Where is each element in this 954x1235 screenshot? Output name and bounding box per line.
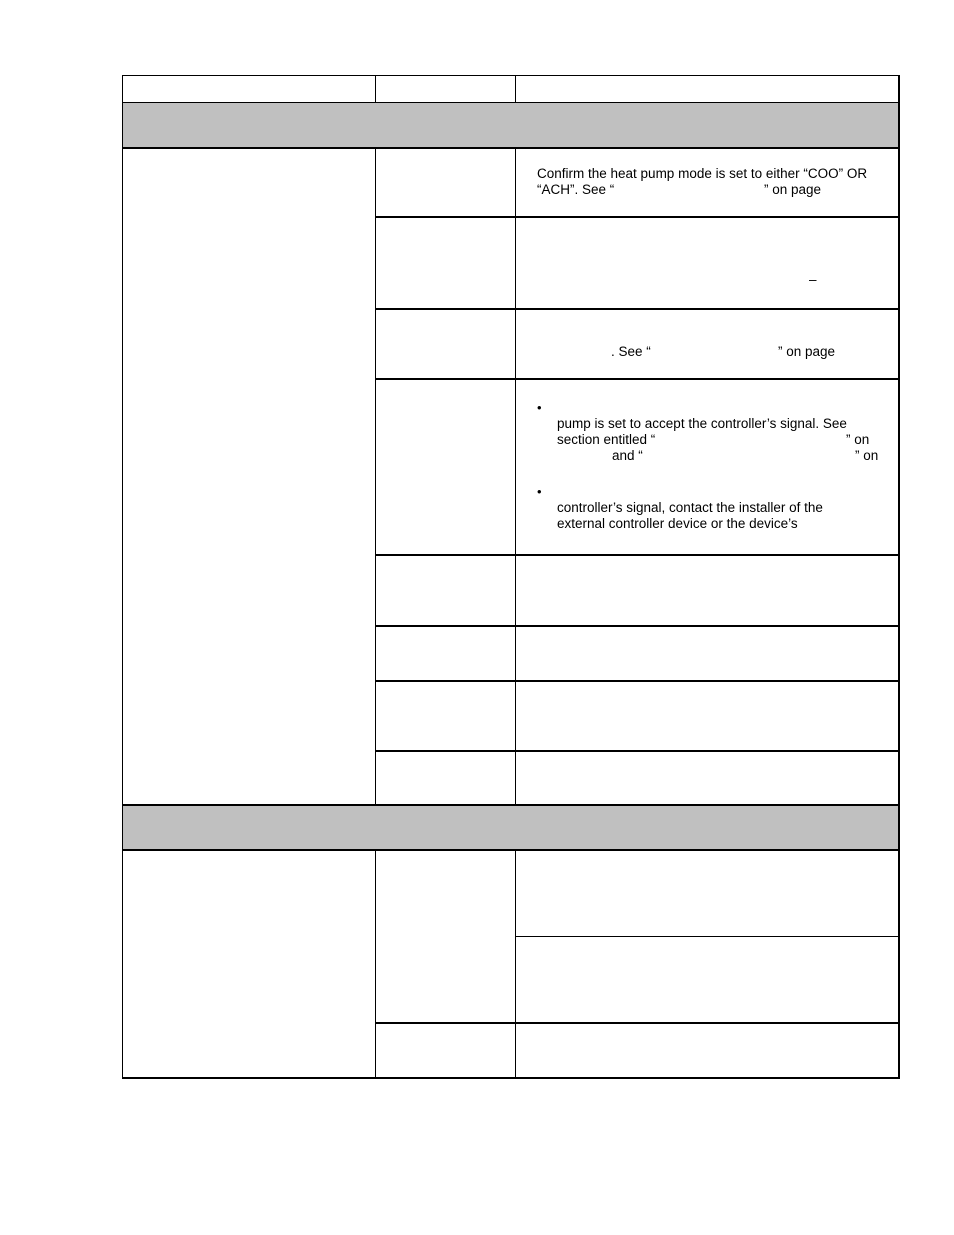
row-4-line-3-start: section entitled “	[557, 432, 656, 447]
row-4-line-2: pump is set to accept the controller’s signal. See	[557, 416, 847, 431]
col-divider-1-section-1	[375, 148, 376, 805]
row-divider-s1-7	[375, 750, 900, 752]
section-header-band-2	[123, 806, 899, 849]
col-divider-2-header	[515, 75, 516, 103]
table-border-left	[122, 75, 123, 1079]
table-border-top	[122, 75, 900, 76]
row-divider-s1-5	[375, 625, 900, 627]
row-divider-s2-2	[375, 1022, 900, 1024]
row-4-line-3-end: ” on	[846, 432, 870, 447]
row-divider-s1-6	[375, 680, 900, 682]
row-divider-s1-2	[375, 308, 900, 310]
row-2-dash-mark: –	[809, 272, 817, 287]
row-divider-s2-1	[515, 936, 900, 937]
table-border-right	[898, 75, 900, 1079]
row-4-line-4-end: ” on	[855, 448, 879, 463]
row-1-line-2-start: “ACH”. See “	[537, 182, 615, 197]
row-4-line-6: controller’s signal, contact the installer of the	[557, 500, 823, 515]
col-divider-2-section-1	[515, 148, 516, 805]
row-divider-s1-3	[375, 378, 900, 380]
band-1-bottom	[122, 147, 900, 149]
header-row-divider	[122, 102, 900, 103]
band-2-bottom	[122, 849, 900, 851]
row-4-line-4-start: and “	[612, 448, 643, 463]
row-1-line-2-end: ” on page	[764, 182, 822, 197]
row-4-line-7: external controller device or the device’s	[557, 516, 798, 531]
row-divider-s1-4	[375, 554, 900, 556]
row-3-see-start: . See “	[611, 344, 651, 359]
row-3-see-end: ” on page	[778, 344, 836, 359]
row-4-bullet-1: •	[537, 400, 542, 415]
col-divider-2-section-2	[515, 850, 516, 1078]
col-divider-1-section-2	[375, 850, 376, 1078]
row-1-line-1: Confirm the heat pump mode is set to either “COO” OR	[537, 166, 868, 181]
section-header-band-1	[123, 103, 899, 147]
col-divider-1-header	[375, 75, 376, 103]
table-border-bottom	[122, 1077, 900, 1079]
row-4-bullet-2: •	[537, 484, 542, 499]
band-2-top	[122, 804, 900, 806]
row-divider-s1-1	[375, 216, 900, 218]
